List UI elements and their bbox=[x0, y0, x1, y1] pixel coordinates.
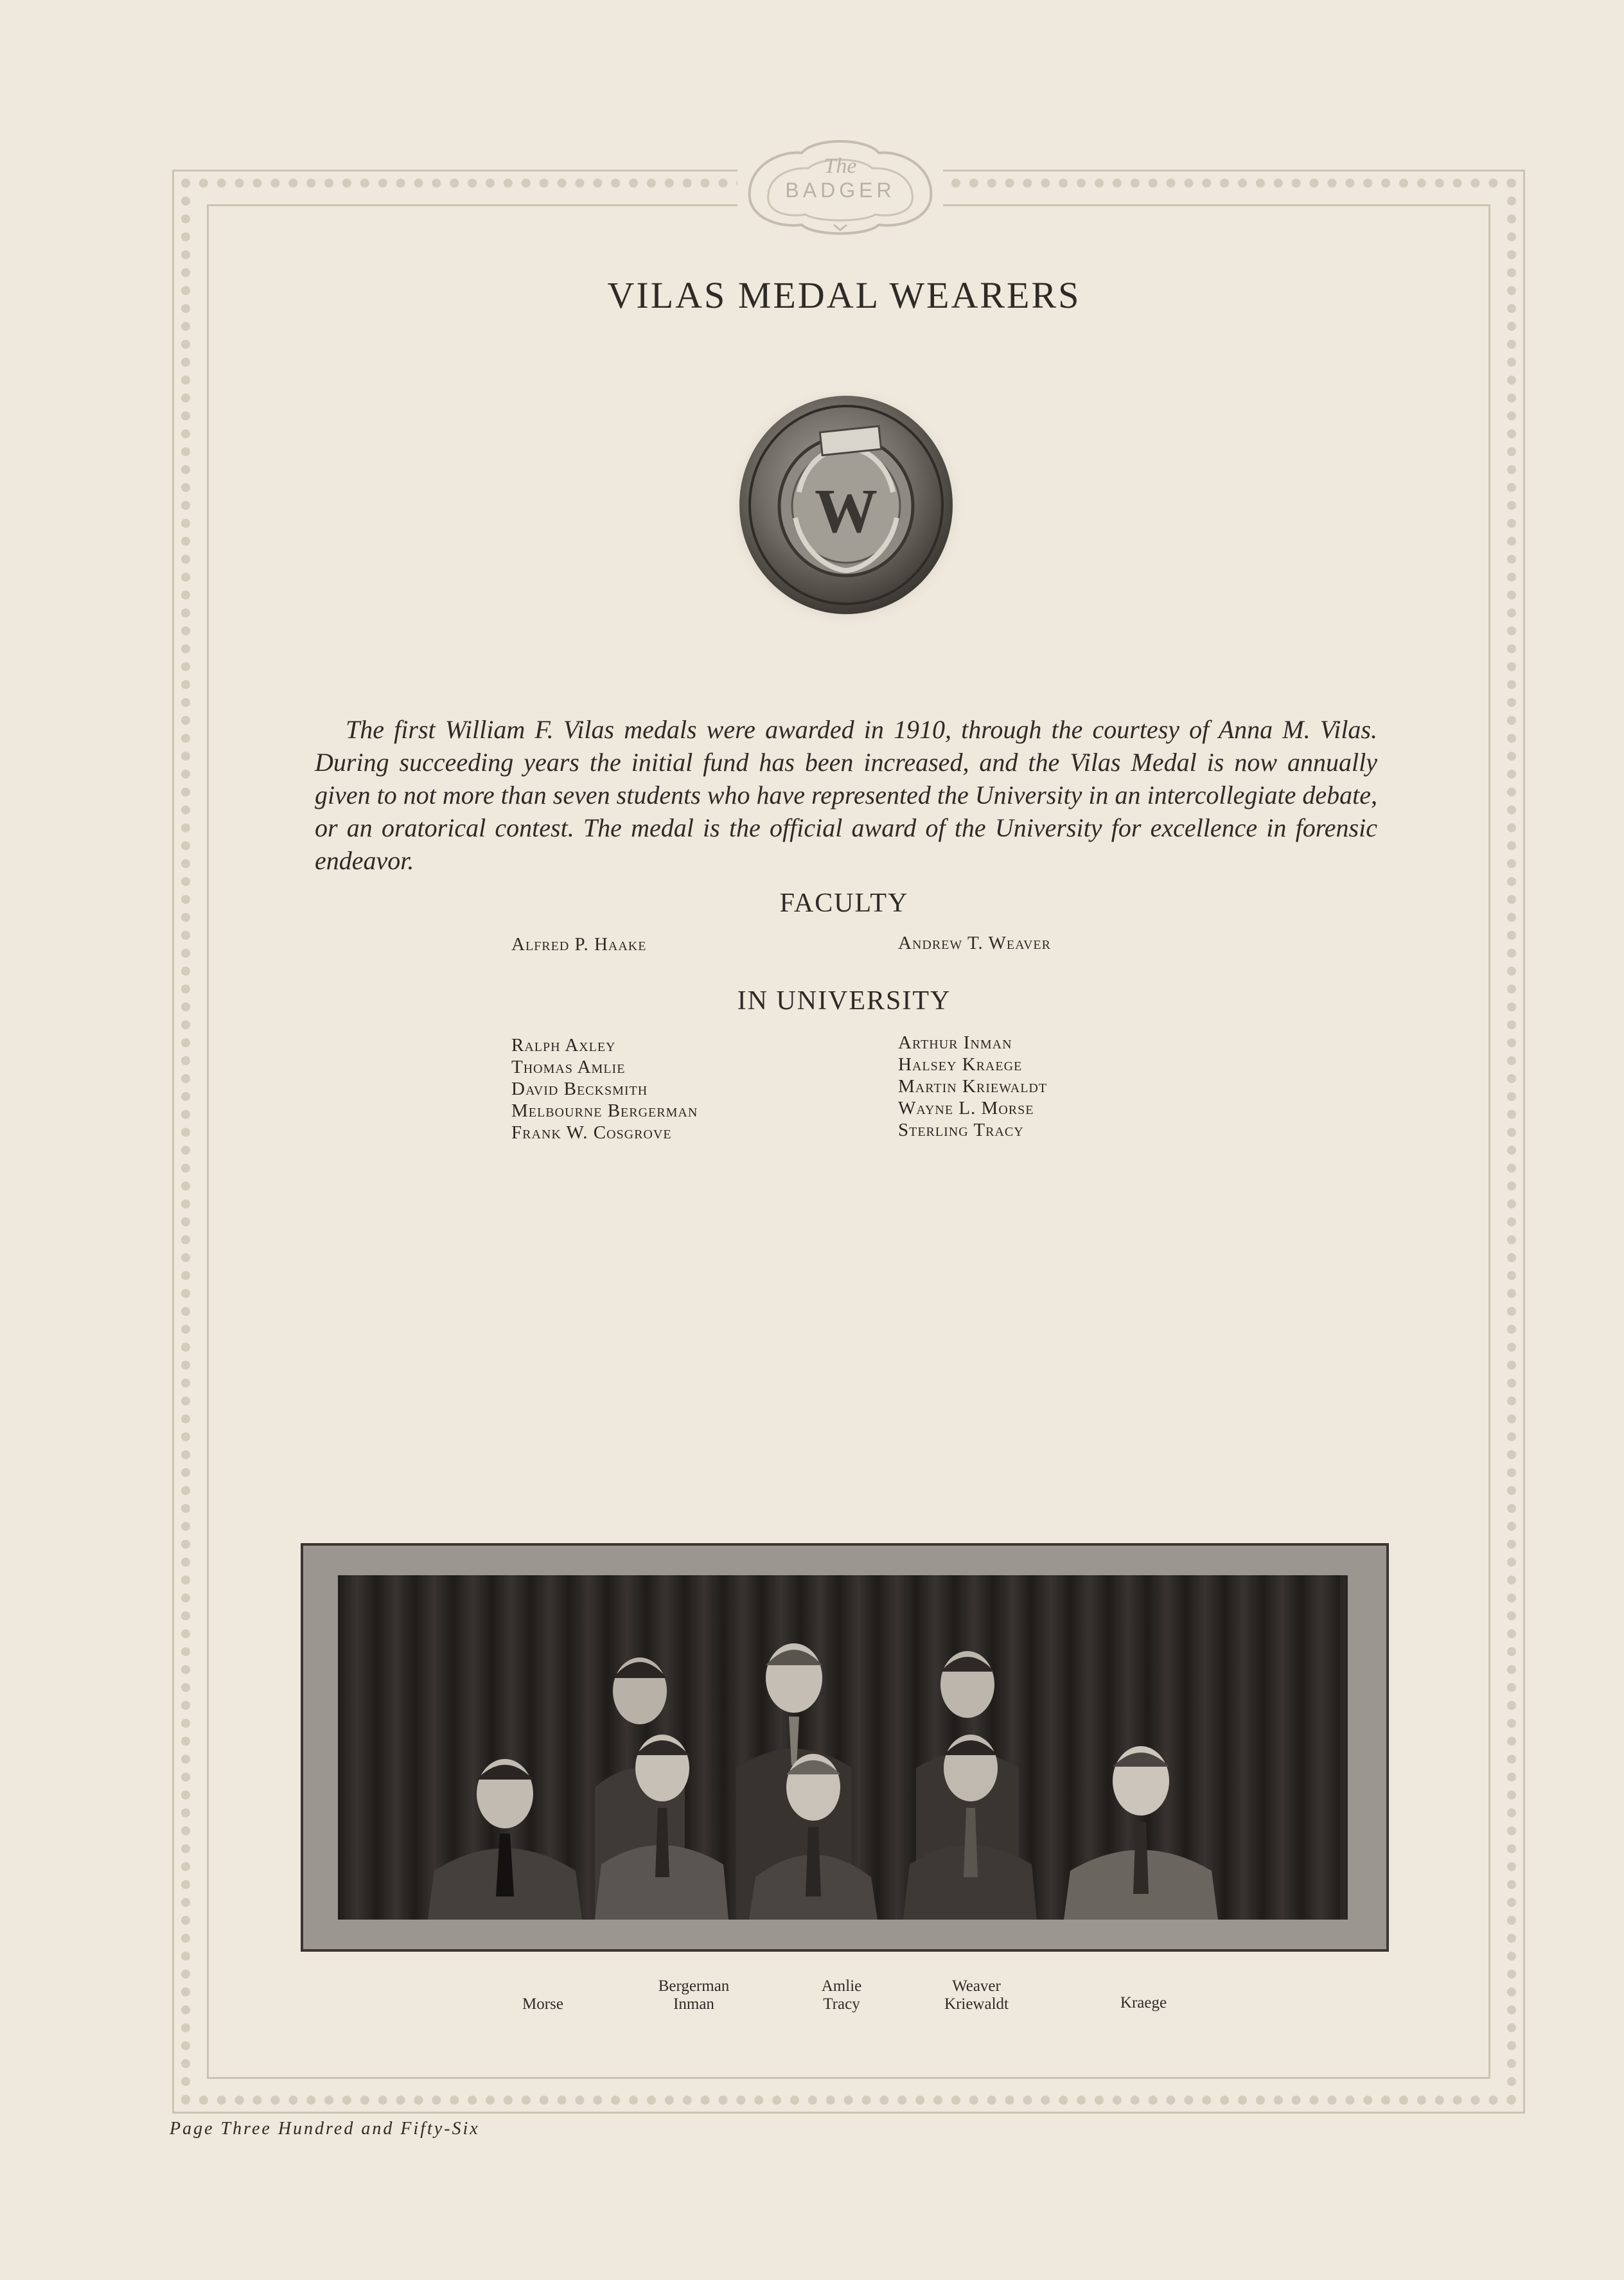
caption-text: Inman bbox=[673, 1995, 714, 2013]
university-name: Frank W. Cosgrove bbox=[511, 1122, 672, 1143]
vilas-medal-image bbox=[725, 383, 967, 631]
badger-cartouche bbox=[737, 131, 943, 240]
photo-caption-5 bbox=[1092, 1994, 1195, 2012]
caption-text: Morse bbox=[522, 1995, 563, 2013]
intro-paragraph: The first William F. Vilas medals were awarded in 1910, through the courtesy of Anna M. Vilas. During succeeding years the initial fund has been increased, and the Vilas Medal is now annually given to not more than seven students who have represented the University in an intercollegiate debate, or an oratorical contest. The medal is the official award of the University for excellence in forensic endeavor. bbox=[315, 715, 1377, 875]
svg-text:W: W bbox=[815, 477, 878, 546]
university-names-left bbox=[511, 1034, 698, 1144]
university-name: Sterling Tracy bbox=[898, 1120, 1024, 1140]
cartouche-badger-text: BADGER bbox=[785, 179, 896, 202]
university-name: Arthur Inman bbox=[898, 1032, 1012, 1053]
university-name: Wayne L. Morse bbox=[898, 1098, 1034, 1118]
caption-text: Kraege bbox=[1120, 1994, 1167, 2011]
university-names-right bbox=[898, 1032, 1047, 1141]
page-title: VILAS MEDAL WEARERS bbox=[607, 274, 1081, 316]
university-name: Ralph Axley bbox=[511, 1035, 616, 1056]
university-name: Halsey Kraege bbox=[898, 1054, 1023, 1075]
photo-caption-4 bbox=[919, 1977, 1034, 2013]
group-photo bbox=[338, 1575, 1348, 1920]
university-name: David Becksmith bbox=[511, 1079, 648, 1099]
photo-caption-3 bbox=[797, 1977, 887, 2013]
cartouche-small-text: The bbox=[824, 154, 857, 178]
photo-caption-2 bbox=[630, 1977, 758, 2013]
faculty-name-2: Andrew T. Weaver bbox=[898, 933, 1051, 953]
university-name: Martin Kriewaldt bbox=[898, 1076, 1048, 1097]
caption-text: Amlie bbox=[821, 1977, 862, 1995]
photo-caption-1 bbox=[495, 1995, 591, 2013]
faculty-name-1: Alfred P. Haake bbox=[511, 934, 647, 955]
caption-text: Tracy bbox=[823, 1995, 860, 2013]
university-name: Thomas Amlie bbox=[511, 1057, 626, 1077]
university-name: Melbourne Bergerman bbox=[511, 1100, 698, 1121]
caption-text: Kriewaldt bbox=[944, 1995, 1009, 2013]
caption-text: Bergerman bbox=[658, 1977, 730, 1995]
university-heading: IN UNIVERSITY bbox=[737, 986, 951, 1016]
caption-text: Weaver bbox=[952, 1977, 1001, 1995]
faculty-heading: FACULTY bbox=[779, 888, 909, 918]
page-number-footer: Page Three Hundred and Fifty-Six bbox=[170, 2119, 480, 2139]
